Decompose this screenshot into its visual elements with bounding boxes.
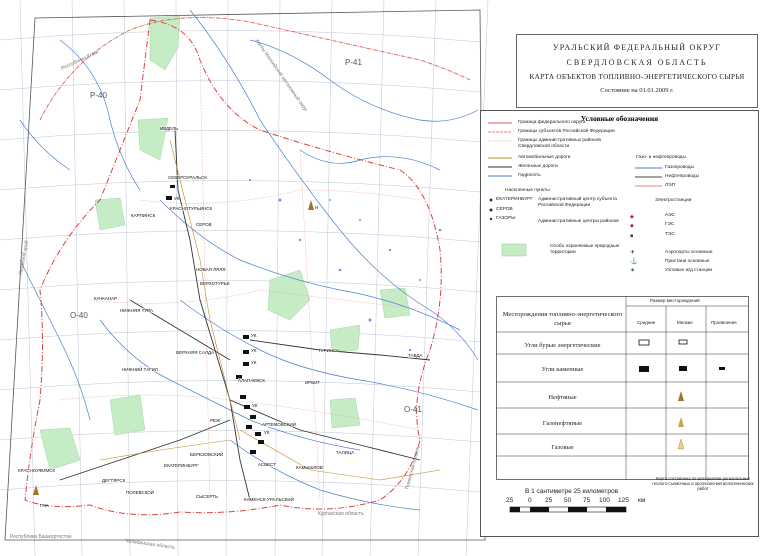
city-talitsa: ТАЛИЦА [336, 450, 355, 455]
scale-tick-125: 125 [618, 497, 629, 504]
legend-power-nuclear: АЭС [665, 213, 676, 218]
deposit-size-small: Мелкие [677, 320, 693, 325]
map-title-box [516, 34, 758, 108]
legend-piers: Пристани основные [665, 259, 710, 264]
svg-text:Челябинская область: Челябинская область [124, 538, 176, 551]
deposit-label: ГНА [40, 503, 49, 508]
city-kamensk-uralsky: КАМЕНСК-УРАЛЬСКИЙ [244, 497, 294, 502]
deposit-row-hard-coal: Угли каменные [541, 366, 584, 373]
legend-gas-pipelines: Газопроводы [665, 165, 694, 170]
legend-power-hydro: ГЭС [665, 222, 675, 227]
title-district: УРАЛЬСКИЙ ФЕДЕРАЛЬНЫЙ ОКРУГ [552, 43, 722, 52]
svg-text:◆: ◆ [630, 223, 634, 229]
deposit-row-brown-coal: Угли бурые энергетические [524, 342, 601, 349]
title-region: СВЕРДЛОВСКАЯ ОБЛАСТЬ [566, 58, 708, 67]
city-severouralsk: СЕВЕРОУРАЛЬСК [168, 175, 207, 180]
city-krasnoufimsk: КРАСНОУФИМСК [18, 468, 56, 473]
svg-text:O-41: O-41 [404, 405, 422, 414]
deposit-label: УК [264, 430, 270, 435]
legend-oil-pipelines: Нефтепроводы [665, 174, 700, 179]
scale-tick-75: 75 [583, 497, 591, 504]
city-berezovsky: БЕРЕЗОВСКИЙ [190, 452, 224, 457]
city-polevskoy: ПОЛЕВСКОЙ [126, 490, 155, 495]
legend-hydro: Гидросеть [518, 173, 541, 178]
svg-text:Ханты-Мансийский автономный ок: Ханты-Мансийский автономный округ [253, 37, 309, 114]
deposit-header-main: Месторождения топливно-энергетического сырья [502, 311, 623, 327]
legend-title: Условные обозначения [580, 114, 659, 123]
title-map-name: КАРТА ОБЪЕКТОВ ТОПЛИВНО-ЭНЕРГЕТИЧЕСКОГО СЫРЬЯ [529, 73, 745, 81]
legend-city-sample-3: ГАЗОРЫ [496, 216, 516, 221]
deposit-row-oil: Нефтяные [548, 394, 577, 401]
deposit-label: УК [251, 348, 257, 353]
legend-power-title: Электростанции [655, 198, 692, 203]
svg-text:▪: ▪ [630, 233, 634, 239]
scale-tick-50: 50 [564, 497, 572, 504]
deposit-label: УК [251, 333, 257, 338]
legend-boundary-district: Границы административных районов [518, 138, 601, 143]
city-novaya-lyalya: НОВАЯ ЛЯЛЯ [196, 267, 226, 272]
city-verkhoture: ВЕРХОТУРЬЕ [200, 281, 230, 286]
city-artemovsky: АРТЕМОВСКИЙ [262, 422, 296, 427]
city-nizhny-tagil: НИЖНИЙ ТАГИЛ [122, 367, 158, 372]
svg-text:P-41: P-41 [345, 58, 362, 67]
legend-boundary-subject: Границы субъектов Российской Федерации [518, 129, 615, 134]
city-tavda: ТАВДА [408, 353, 423, 358]
svg-text:◆: ◆ [630, 214, 634, 220]
city-kachkanar: КАЧКАНАР [94, 296, 118, 301]
legend-protected: Особо охраняемые природные территории [550, 244, 620, 255]
title-date: Состояние на 01.01.2009 г. [600, 87, 674, 94]
city-sysert: СЫСЕРТЬ [196, 494, 218, 499]
svg-text:Курганская область: Курганская область [318, 511, 364, 517]
legend-railways: Железные дороги [518, 164, 558, 169]
legend-rail-stations: Узловые ж/д станции [665, 268, 713, 273]
legend-boundary-federal: Граница федерального округа [518, 120, 586, 125]
scale-unit: км [638, 497, 646, 504]
city-ivdel: ИВДЕЛЬ [160, 126, 179, 131]
legend-roads: Автомобильные дороги [518, 155, 571, 160]
scale-label: В 1 сантиметре 25 километров [525, 488, 619, 495]
city-kamyshlov: КАМЫШЛОВ [296, 465, 323, 470]
svg-text:Пермский край: Пермский край [18, 240, 31, 276]
deposit-row-gas: Газовые [551, 444, 574, 451]
city-degtyarsk: ДЕГТЯРСК [102, 478, 126, 483]
deposit-label: Н [315, 205, 319, 210]
legend-power-lines: ЛЭП [665, 183, 676, 188]
scale-tick-100: 100 [599, 497, 610, 504]
svg-text:⚓: ⚓ [630, 258, 638, 265]
map-source-note: Карта составлена по материалам региональных геолого-съемочных и прогнозно-металлогенических работ [652, 476, 754, 491]
deposit-label: УК [251, 360, 257, 365]
legend-city-desc-2: Административные центры районов [538, 219, 619, 224]
deposit-size-medium: Средние [637, 320, 656, 325]
svg-text:✈: ✈ [630, 249, 636, 256]
legend-airports: Аэропорты основные [665, 250, 713, 255]
deposit-header-size: Размер месторождений [650, 298, 700, 303]
city-turinsk: ТУРИНСК [318, 348, 339, 353]
city-asbest: АСБЕСТ [258, 462, 276, 467]
deposit-label: УК [252, 403, 258, 408]
city-alapaevsk: АЛАПАЕВСК [238, 378, 265, 383]
city-nizhnyaya-tura: НИЖНЯЯ ТУРА [120, 308, 153, 313]
svg-text:✶: ✶ [630, 267, 636, 274]
scale-tick-25: 25 [545, 497, 553, 504]
legend-settlements-title: Населенные пункты [505, 188, 550, 193]
deposit-label: УК [174, 196, 180, 201]
legend-boundary-district-2: Свердловской области [518, 144, 570, 149]
city-verkhnyaya-salda: ВЕРХНЯЯ САЛДА [176, 350, 215, 355]
legend-city-sample-1: ЕКАТЕРИНБУРГ [496, 197, 533, 202]
scale-bar [506, 505, 646, 515]
city-ekaterinburg: ЕКАТЕРИНБУРГ [164, 463, 199, 468]
deposit-row-gas-oil: Газонефтяные [542, 420, 583, 427]
legend-city-sample-2: СЕРОВ [496, 207, 513, 212]
city-krasnoturinsk: КРАСНОТУРЬИНСК [170, 206, 213, 211]
scale-tick-25a: 25 [506, 497, 514, 504]
deposit-size-occurrence: Проявления [711, 320, 737, 325]
legend-power-thermal: ТЭС [665, 232, 675, 237]
legend-pipelines-title: Газо- и нефтепроводы [636, 155, 686, 160]
city-karpinsk: КАРПИНСК [131, 213, 156, 218]
city-rezh: РЕЖ [210, 418, 221, 423]
legend-city-desc-1: Административный центр субъекта Российской Федерации [538, 197, 617, 208]
city-serov: СЕРОВ [196, 222, 212, 227]
svg-text:P-40: P-40 [90, 91, 107, 100]
svg-text:Республика Башкортостан: Республика Башкортостан [10, 534, 72, 540]
city-irbit: ИРБИТ [305, 380, 321, 385]
svg-text:O-40: O-40 [70, 311, 88, 320]
svg-text:Тюменская область: Тюменская область [404, 444, 422, 491]
svg-text:Республика Коми: Республика Коми [60, 49, 100, 72]
scale-tick-0: 0 [528, 497, 532, 504]
